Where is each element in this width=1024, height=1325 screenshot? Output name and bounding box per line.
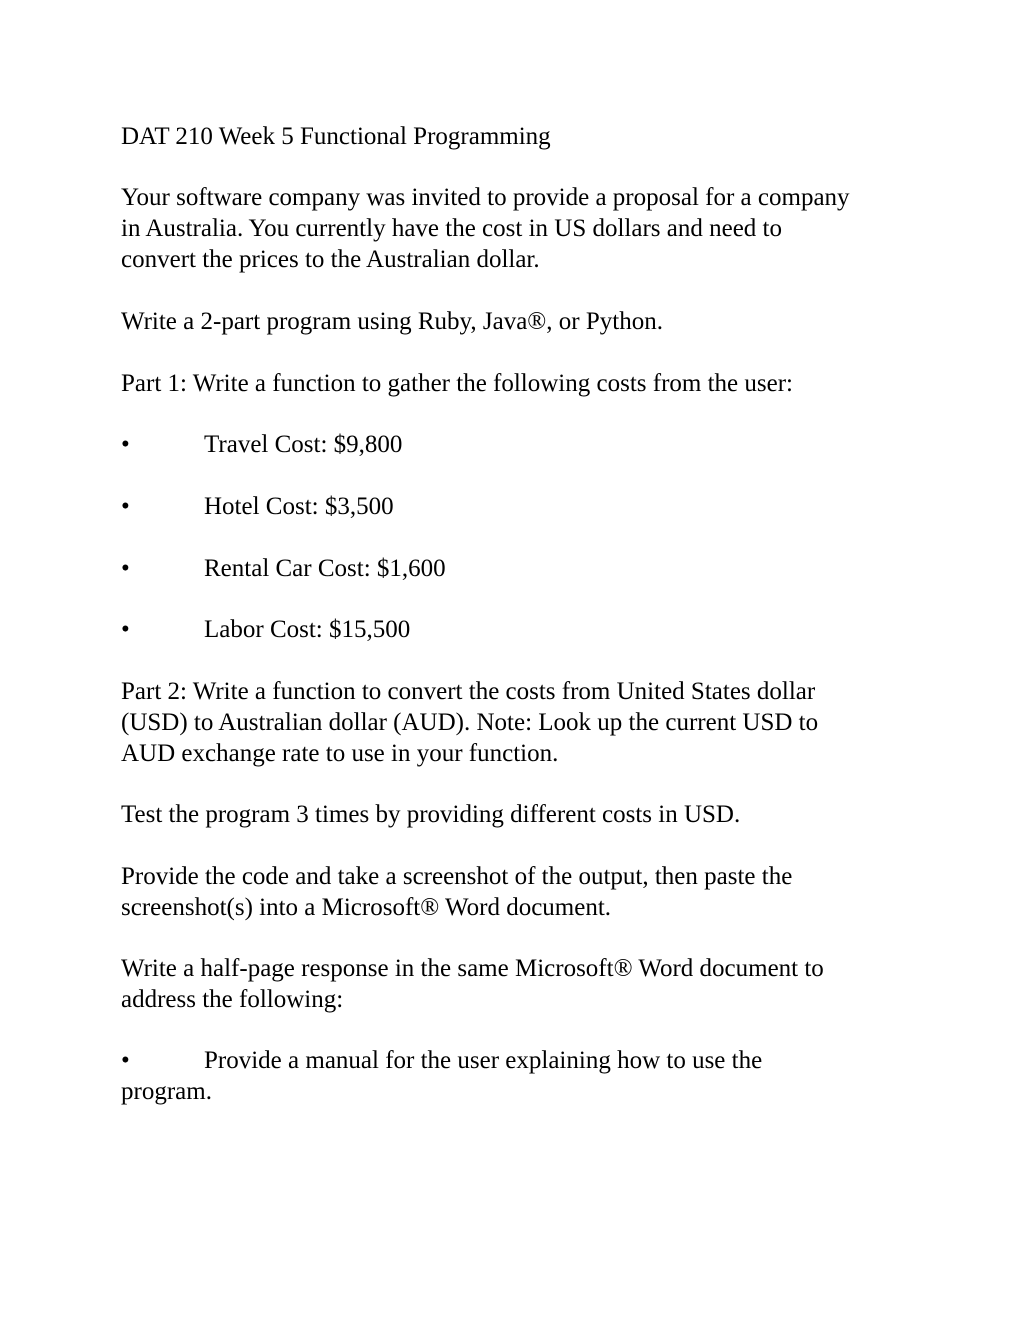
labor-cost: Labor Cost: $15,500 bbox=[204, 616, 411, 643]
part1-paragraph: Part 1: Write a function to gather the following costs from the user: bbox=[121, 370, 793, 397]
provide-line-1: Provide the code and take a screenshot of the output, then paste the bbox=[121, 863, 793, 890]
travel-cost: Travel Cost: $9,800 bbox=[204, 431, 403, 458]
cost-list-item bbox=[121, 553, 921, 584]
instruction-paragraph: Write a 2-part program using Ruby, Java®, or Python. bbox=[121, 308, 663, 335]
hotel-cost: Hotel Cost: $3,500 bbox=[204, 493, 394, 520]
rental-car-cost: Rental Car Cost: $1,600 bbox=[204, 555, 446, 582]
response-line-1: Write a half-page response in the same Microsoft® Word document to bbox=[121, 955, 824, 982]
bullet-icon: • bbox=[121, 616, 130, 643]
intro-line-1: Your software company was invited to provide a proposal for a company bbox=[121, 184, 850, 211]
part2-line-3: AUD exchange rate to use in your function. bbox=[121, 740, 559, 767]
manual-line-2: program. bbox=[121, 1078, 212, 1105]
bullet-icon: • bbox=[121, 1047, 130, 1074]
provide-line-2: screenshot(s) into a Microsoft® Word document. bbox=[121, 894, 612, 921]
cost-list-item bbox=[121, 491, 921, 522]
manual-line-1: Provide a manual for the user explaining how to use the bbox=[204, 1047, 763, 1074]
response-line-2: address the following: bbox=[121, 986, 344, 1013]
cost-list-item bbox=[121, 614, 921, 645]
bullet-icon: • bbox=[121, 555, 130, 582]
part2-line-2: (USD) to Australian dollar (AUD). Note: Look up the current USD to bbox=[121, 709, 819, 736]
bullet-icon: • bbox=[121, 493, 130, 520]
part2-line-1: Part 2: Write a function to convert the costs from United States dollar bbox=[121, 678, 816, 705]
cost-list-item bbox=[121, 429, 921, 460]
document-title: DAT 210 Week 5 Functional Programming bbox=[121, 123, 551, 150]
intro-line-2: in Australia. You currently have the cost in US dollars and need to bbox=[121, 215, 782, 242]
test-paragraph: Test the program 3 times by providing different costs in USD. bbox=[121, 801, 741, 828]
bullet-icon: • bbox=[121, 431, 130, 458]
manual-list-item bbox=[121, 1045, 921, 1076]
intro-line-3: convert the prices to the Australian dollar. bbox=[121, 246, 540, 273]
